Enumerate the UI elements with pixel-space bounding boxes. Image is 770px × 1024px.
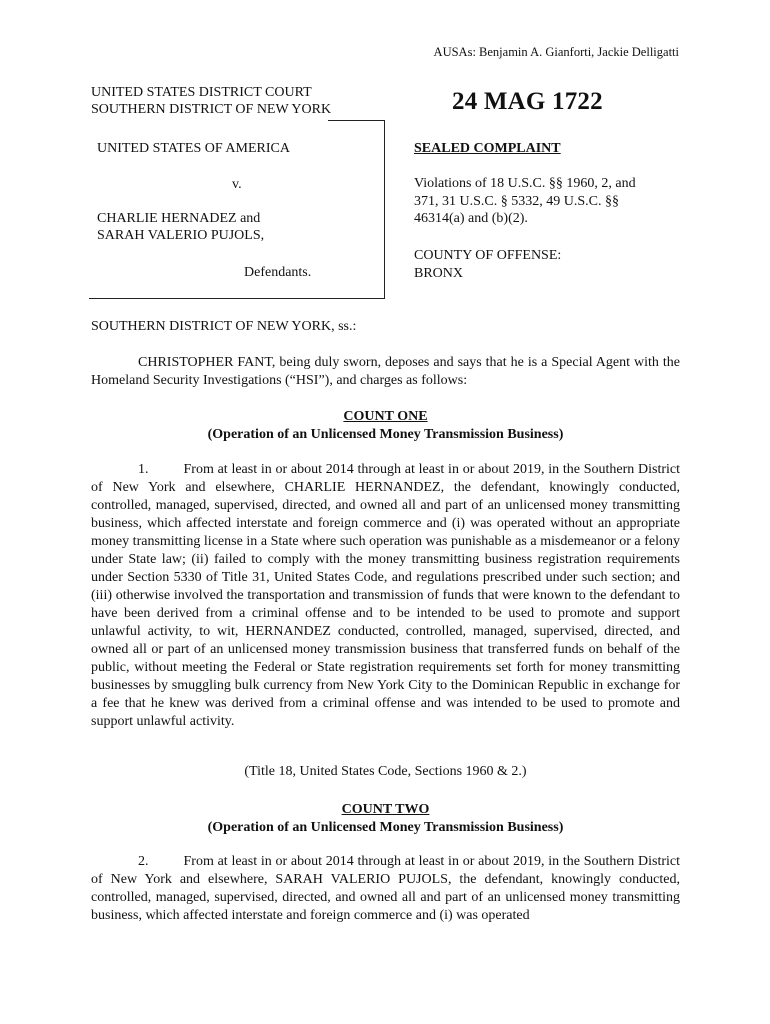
- sealed-complaint-heading: SEALED COMPLAINT: [414, 141, 561, 156]
- count-one-title: COUNT ONE: [343, 409, 428, 424]
- paragraph-2: [91, 853, 680, 925]
- count-one-heading: [91, 408, 680, 444]
- defendant-1: CHARLIE HERNADEZ and: [97, 211, 261, 226]
- court-name: [91, 84, 331, 118]
- violations-line-3: 46314(a) and (b)(2).: [414, 211, 528, 226]
- ausas-line: AUSAs: Benjamin A. Gianforti, Jackie Delligatti: [433, 45, 679, 59]
- paragraph-1: [91, 461, 680, 731]
- paragraph-2-text: From at least in or about 2014 through at least in or about 2019, in the Southern District of New York and elsewhere, SARAH VALERIO PUJOLS, the defendant, knowingly conducted, controlled, managed, supervised, directed, and owned all and part of an unlicensed money transmitting business, which affected interstate and foreign commerce and (i) was operated: [91, 854, 680, 923]
- count-two-heading: [91, 801, 680, 837]
- count-one-subtitle: (Operation of an Unlicensed Money Transmission Business): [207, 427, 564, 442]
- defendant-names: [97, 210, 264, 244]
- defendants-label: Defendants.: [244, 265, 312, 280]
- violations-line-1: Violations of 18 U.S.C. §§ 1960, 2, and: [414, 176, 636, 191]
- paragraph-1-number: 1.: [138, 462, 149, 477]
- defendant-2: SARAH VALERIO PUJOLS,: [97, 228, 265, 243]
- paragraph-2-number: 2.: [138, 854, 149, 869]
- caption-divider: [328, 120, 385, 121]
- county-of-offense: [414, 247, 561, 282]
- paragraph-1-text: From at least in or about 2014 through at least in or about 2019, in the Southern District of New York and elsewhere, CHARLIE HERNANDEZ, the defendant, knowingly conducted, controlled, managed, supervised, directed, and owned all and part of an unlicensed money transmitting business, which affected interstate and foreign commerce and (i) was operated without an appropriate money transmitting license in a State where such operation was punishable as a misdemeanor or a felony under State law; (ii) failed to comply with the money transmitting business registration requirements under Section 5330 of Title 31, United States Code, and regulations prescribed under such section; and (iii) otherwise involved the transportation and transmission of funds that were known to the defendant to have been derived from a criminal offense and to be intended to be used to promote and support unlawful activity, to wit, HERNANDEZ conducted, controlled, managed, supervised, directed, and owned all or part of an unlicensed money transmission business that transferred funds on behalf of the public, without meeting the Federal or State registration requirements set forth for money transmitting businesses by smuggling bulk currency from New York City to the Dominican Republic in exchange for a fee that he knew was derived from a criminal offense and was intended to be used to promote and support unlawful activity.: [91, 462, 680, 729]
- court-line-1: UNITED STATES DISTRICT COURT: [91, 85, 312, 100]
- court-line-2: SOUTHERN DISTRICT OF NEW YORK: [91, 102, 332, 117]
- count-two-title: COUNT TWO: [341, 802, 430, 817]
- violations-line-2: 371, 31 U.S.C. § 5332, 49 U.S.C. §§: [414, 193, 619, 209]
- count-two-subtitle: (Operation of an Unlicensed Money Transmission Business): [207, 820, 564, 835]
- venue-line: SOUTHERN DISTRICT OF NEW YORK, ss.:: [91, 319, 357, 334]
- intro-paragraph: CHRISTOPHER FANT, being duly sworn, deposes and says that he is a Special Agent with the Homeland Security Investigations (“HSI”), and charges as follows:: [91, 355, 680, 388]
- versus-label: v.: [232, 177, 242, 192]
- count-one-citation: (Title 18, United States Code, Sections 1960 & 2.): [244, 764, 527, 779]
- case-number: 24 MAG 1722: [452, 88, 603, 115]
- plaintiff-name: UNITED STATES OF AMERICA: [97, 141, 290, 156]
- county-label: COUNTY OF OFFENSE:: [414, 248, 562, 263]
- violations-text: [414, 175, 674, 228]
- county-value: BRONX: [414, 265, 464, 281]
